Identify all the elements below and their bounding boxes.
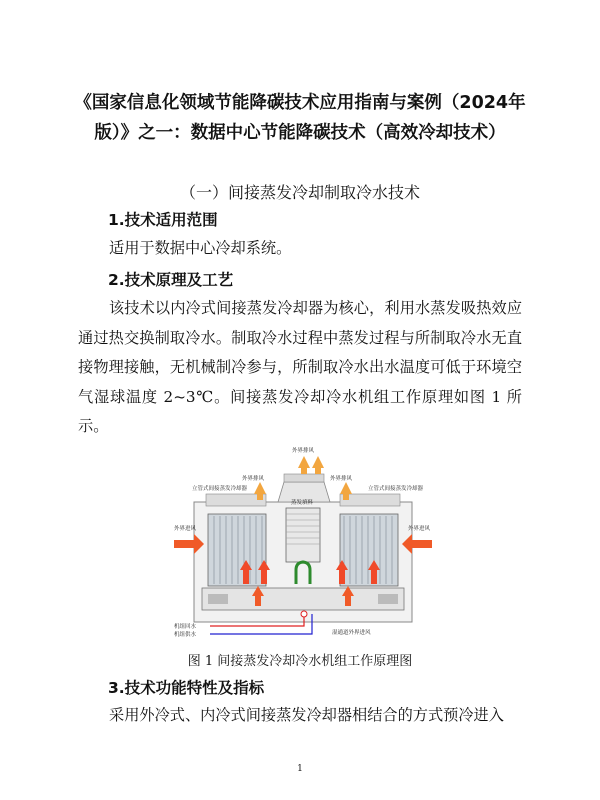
heading-applicable-scope: 1.技术适用范围 [108,211,218,229]
label-dry-inlet: 湿通道外界进风 [332,630,371,636]
label-right-exhaust: 外界排风 [330,476,353,482]
label-right-cooler: 立管式间接蒸发冷却器 [368,486,424,492]
label-right-inlet: 外界进风 [408,526,431,532]
label-left-cooler: 立管式间接蒸发冷却器 [192,486,248,492]
water-basin [202,588,404,610]
top-exhaust-arrow-1 [298,456,310,474]
top-hood [278,482,330,502]
label-left-inlet: 外界进风 [174,526,197,532]
right-pump [378,594,398,604]
label-top-exhaust: 外界排风 [292,448,315,454]
heading-principle: 2.技术原理及工艺 [108,271,234,289]
right-cooler-block [340,514,398,586]
page-number: 1 [297,764,303,774]
figure-caption: 图 1 间接蒸发冷却冷水机组工作原理图 [187,654,413,669]
figure-diagram [172,438,434,644]
section-title: （一）间接蒸发冷却制取冷水技术 [179,183,420,202]
paragraph-principle: 该技术以内冷式间接蒸发冷却器为核心，利用水蒸发吸热效应通过热交换制取冷水。制取冷水过程中蒸发过程与所制取冷水无直接物理接触，无机械制冷参与，所制取冷水出水温度可低于环境空气湿球温度 2~3℃。间接蒸发冷却冷水机组工作原理如图 1 所示。 [78,299,522,436]
paragraph-features: 采用外冷式、内冷式间接蒸发冷却器相结合的方式预冷进入 [109,706,504,724]
label-fill: 蒸发填料 [291,500,314,506]
label-return-water: 机组回水 [174,624,197,630]
left-pump [208,594,228,604]
top-fan [284,474,324,482]
paragraph-applicable-scope: 适用于数据中心冷却系统。 [109,239,292,257]
top-exhaust-arrow-2 [312,456,324,474]
label-supply-water: 机组供水 [174,632,197,638]
evaporative-fill [286,508,320,562]
heading-features: 3.技术功能特性及指标 [108,679,265,697]
left-cooler-block [208,514,266,586]
label-left-exhaust: 外界排风 [242,476,265,482]
return-pump-marker [301,611,307,617]
document-title: 《国家信息化领域节能降碳技术应用指南与案例（2024年版）》之一：数据中心节能降碳技术（高效冷却技术） [74,93,526,143]
